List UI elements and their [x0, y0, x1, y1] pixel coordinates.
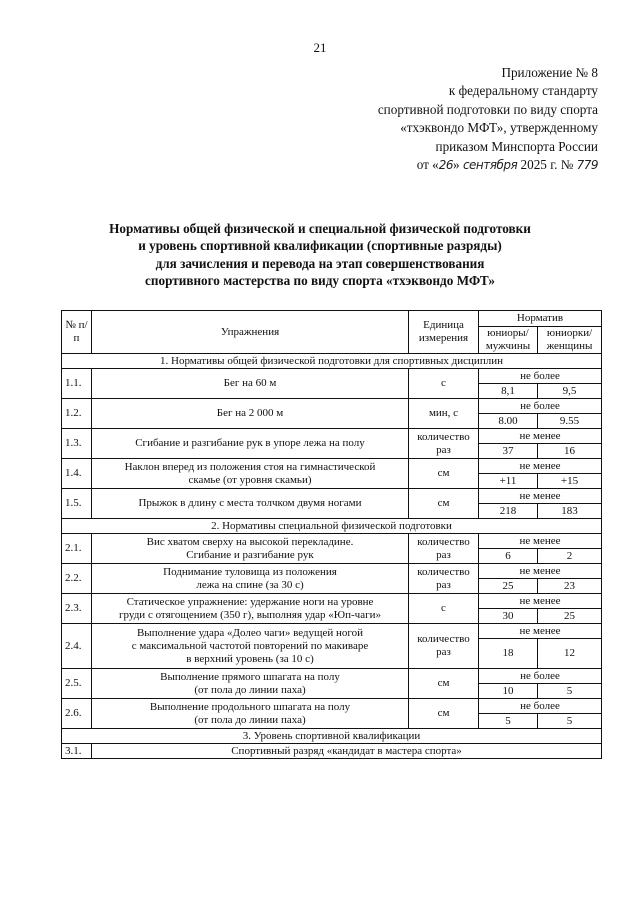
title-line-3: для зачисления и перевода на этап совершенствования [155, 255, 485, 271]
date-year: 2025 г. № [520, 157, 574, 173]
date-month-handwritten: сентября [462, 158, 518, 173]
title-line-2: и уровень спортивной квалификации (спортивные разряды) [138, 238, 502, 254]
row-unit-line-2: раз [436, 443, 451, 456]
row-women-value: 23 [538, 579, 602, 594]
table-row [62, 369, 602, 384]
row-men-value: 30 [479, 609, 538, 624]
row-men-value: +11 [479, 474, 538, 489]
row-women-value: 16 [538, 444, 602, 459]
row-exercise [92, 624, 409, 669]
row-men-value: 18 [479, 639, 538, 669]
title-line-4: спортивного мастерства по виду спорта «тхэквондо МФТ» [145, 273, 495, 289]
section-row [62, 729, 602, 744]
row-condition: не более [479, 699, 602, 714]
row-exercise-line-2: лежа на спине (за 30 с) [196, 578, 304, 591]
row-unit: с [409, 369, 479, 399]
row-exercise-line-2: груди с отягощением (350 г), выполняя удар «Юп-чаги» [119, 608, 381, 621]
appendix-line-2: к федеральному стандарту [448, 83, 598, 99]
order-number-handwritten: 779 [576, 158, 598, 173]
row-exercise [92, 594, 409, 624]
row-men-value: 8,1 [479, 384, 538, 399]
row-men-value: 6 [479, 549, 538, 564]
section-row [62, 354, 602, 369]
document-title [60, 220, 580, 290]
section-2-title: 2. Нормативы специальной физической подготовки [62, 519, 602, 534]
row-condition: не менее [479, 489, 602, 504]
date-day-handwritten: 26 [438, 158, 454, 173]
row-condition: не более [479, 399, 602, 414]
row-men-value: 5 [479, 714, 538, 729]
row-unit [409, 534, 479, 564]
row-exercise [92, 699, 409, 729]
row-men-value: 8.00 [479, 414, 538, 429]
row-women-value: 5 [538, 714, 602, 729]
header-norm: Норматив [479, 311, 602, 327]
header-exercise: Упражнения [92, 311, 409, 354]
row-num: 2.6. [62, 699, 92, 729]
row-exercise-line-2: (от пола до линии паха) [194, 683, 306, 696]
row-women-value: 183 [538, 504, 602, 519]
table-row [62, 399, 602, 414]
row-unit-line-1: количество [417, 430, 470, 443]
page-number: 21 [313, 40, 327, 55]
appendix-block [298, 64, 598, 174]
row-unit-line-1: количество [417, 535, 470, 548]
table-row [62, 489, 602, 504]
row-women-value: 9.55 [538, 414, 602, 429]
row-num: 2.3. [62, 594, 92, 624]
appendix-date-line [298, 156, 598, 174]
row-men-value: 218 [479, 504, 538, 519]
norms-table [61, 310, 602, 759]
row-num: 2.1. [62, 534, 92, 564]
row-exercise [92, 669, 409, 699]
row-women-value: 2 [538, 549, 602, 564]
row-condition: не менее [479, 429, 602, 444]
header-men: юниоры/ мужчины [479, 327, 538, 354]
row-exercise-line-1: Статическое упражнение: удержание ноги на уровне [126, 595, 374, 608]
section-row [62, 519, 602, 534]
header-women: юниорки/ женщины [538, 327, 602, 354]
row-unit-line-2: раз [436, 646, 451, 658]
row-men-value: 25 [479, 579, 538, 594]
table-row [62, 594, 602, 609]
row-exercise: Сгибание и разгибание рук в упоре лежа на полу [92, 429, 409, 459]
row-unit-line-2: раз [436, 548, 451, 561]
row-condition: не менее [479, 594, 602, 609]
appendix-line-3: спортивной подготовки по виду спорта [377, 101, 598, 117]
appendix-line-4: «тхэквондо МФТ», утвержденному [400, 120, 598, 136]
row-exercise-line-1: Выполнение прямого шпагата на полу [160, 670, 340, 683]
row-unit: см [409, 489, 479, 519]
row-unit-line-1: количество [417, 633, 470, 645]
row-unit-line-2: раз [436, 578, 451, 591]
row-exercise-line-3: в верхний уровень (за 10 с) [186, 652, 314, 665]
row-men-value: 10 [479, 684, 538, 699]
table-row [62, 699, 602, 714]
row-unit: см [409, 669, 479, 699]
header-row [62, 311, 602, 327]
date-prefix: от « [416, 157, 439, 173]
row-women-value: 12 [538, 639, 602, 669]
row-unit [409, 564, 479, 594]
title-line-1: Нормативы общей физической и специальной физической подготовки [109, 221, 531, 236]
row-unit [409, 624, 479, 669]
row-unit: см [409, 699, 479, 729]
row-exercise-line-2: (от пола до линии паха) [194, 713, 306, 726]
row-exercise-line-1: Поднимание туловища из положения [163, 565, 337, 578]
row-women-value: 9,5 [538, 384, 602, 399]
row-condition: не менее [479, 564, 602, 579]
row-num: 2.2. [62, 564, 92, 594]
row-exercise: Бег на 2 000 м [92, 399, 409, 429]
row-exercise-line-1: Выполнение удара «Долео чаги» ведущей ногой [136, 626, 364, 639]
row-condition: не более [479, 369, 602, 384]
row-num: 2.4. [62, 624, 92, 669]
row-exercise [92, 564, 409, 594]
header-num: № п/п [62, 311, 92, 354]
row-exercise-line-1: Наклон вперед из положения стоя на гимнастической [124, 460, 376, 473]
row-exercise-line-1: Выполнение продольного шпагата на полу [149, 700, 351, 713]
table-row [62, 429, 602, 444]
row-num: 1.1. [62, 369, 92, 399]
row-num: 1.5. [62, 489, 92, 519]
row-exercise-line-2: скамье (от уровня скамьи) [188, 473, 312, 486]
row-exercise: Бег на 60 м [92, 369, 409, 399]
table-row [62, 459, 602, 474]
row-unit: мин, с [409, 399, 479, 429]
table-row [62, 744, 602, 759]
row-unit: с [409, 594, 479, 624]
row-exercise [92, 534, 409, 564]
row-exercise-line-2: Сгибание и разгибание рук [186, 548, 314, 561]
row-num: 3.1. [62, 744, 92, 759]
row-num: 1.4. [62, 459, 92, 489]
header-unit: Единица измерения [409, 311, 479, 354]
row-exercise-line-1: Вис хватом сверху на высокой перекладине. [146, 535, 354, 548]
row-women-value: 25 [538, 609, 602, 624]
row-unit-line-1: количество [417, 565, 470, 578]
table-row [62, 564, 602, 579]
row-unit: см [409, 459, 479, 489]
row-condition: не менее [479, 624, 602, 639]
row-women-value: +15 [538, 474, 602, 489]
row-men-value: 37 [479, 444, 538, 459]
row-exercise [92, 459, 409, 489]
section-1-title: 1. Нормативы общей физической подготовки для спортивных дисциплин [62, 354, 602, 369]
table-row [62, 624, 602, 639]
section-3-title: 3. Уровень спортивной квалификации [62, 729, 602, 744]
date-mid: » [453, 157, 460, 173]
row-condition: не более [479, 669, 602, 684]
row-num: 2.5. [62, 669, 92, 699]
row-exercise-line-2: с максимальной частотой повторений по макиваре [131, 639, 369, 652]
row-condition: не менее [479, 459, 602, 474]
row-women-value: 5 [538, 684, 602, 699]
row-unit [409, 429, 479, 459]
row-num: 1.3. [62, 429, 92, 459]
table-row [62, 669, 602, 684]
appendix-line-1: Приложение № 8 [501, 65, 598, 80]
row-num: 1.2. [62, 399, 92, 429]
appendix-line-5: приказом Минспорта России [435, 138, 598, 154]
table-row [62, 534, 602, 549]
row-exercise: Прыжок в длину с места толчком двумя ногами [92, 489, 409, 519]
row-condition: не менее [479, 534, 602, 549]
row-exercise: Спортивный разряд «кандидат в мастера спорта» [92, 744, 602, 759]
